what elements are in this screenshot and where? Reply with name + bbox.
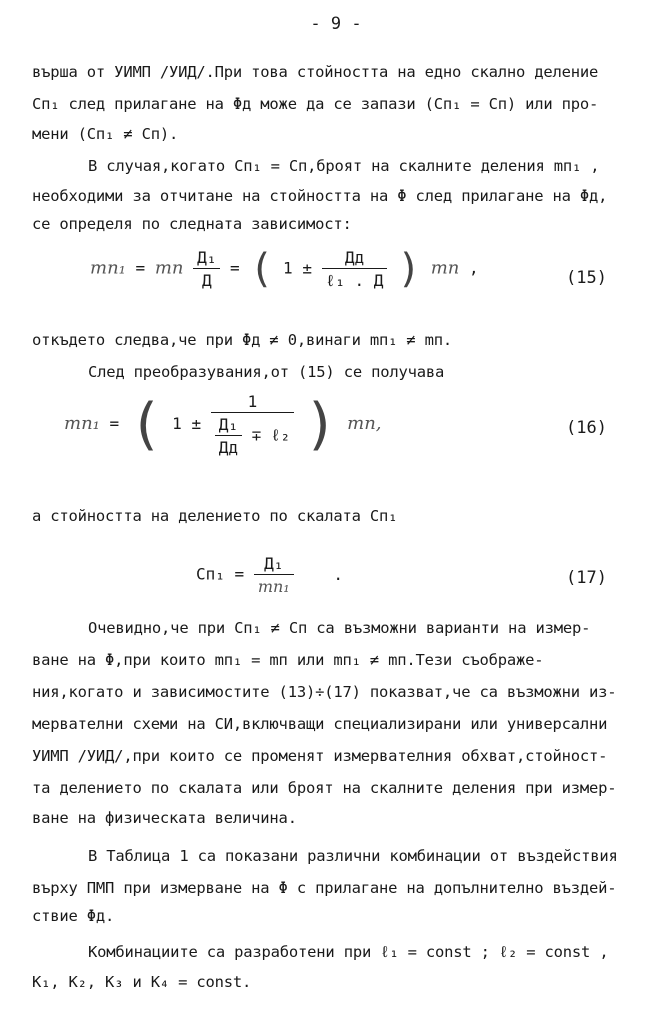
equation-17 — [196, 554, 343, 596]
text-line-18: върху ПМП при измерване на Φ с прилагане на допълнително въздей- — [32, 879, 617, 897]
eq15-fraction-1 — [193, 248, 220, 290]
text-line-15: та делението по скалата или броят на скалните деления при измер- — [32, 779, 617, 797]
eq16-term: mп, — [347, 413, 382, 434]
text-line-21: К₁, К₂, К₃ и К₄ = const. — [32, 973, 252, 991]
page-number: - 9 - — [310, 14, 362, 34]
eq17-numerator: Д₁ — [254, 554, 294, 575]
eq15-equals-1: = — [135, 258, 146, 278]
eq16-inner-fraction — [215, 415, 242, 457]
text-line-8: След преобразувания,от (15) се получава — [88, 363, 445, 381]
text-line-11: ване на Φ,при които mп₁ = mп или mп₁ ≠ mп.Тези съображе- — [32, 651, 544, 669]
text-line-9: а стойността на делението по скалата Сп₁ — [32, 507, 398, 525]
text-line-1: върша от УИМП /УИД/.При това стойността на едно скално деление — [32, 63, 599, 81]
text-line-7: откъдето следва,че при Φд ≠ 0,винаги mп₁ ≠ mп. — [32, 331, 453, 349]
text-line-14: УИМП /УИД/,при които се променят измервателния обхват,стойност- — [32, 747, 608, 765]
text-line-10: Очевидно,че при Сп₁ ≠ Сп са възможни варианти на измер- — [88, 619, 591, 637]
text-line-20: Комбинациите са разработени при ℓ₁ = const ; ℓ₂ = const , — [88, 943, 609, 961]
text-line-12: ния,когато и зависимостите (13)÷(17) показват,че са възможни из- — [32, 683, 617, 701]
eq15-lhs: mп₁ — [90, 257, 126, 279]
eq16-main-denominator — [211, 413, 294, 457]
equation-number-15: (15) — [566, 268, 607, 288]
eq15-term2: mп — [430, 257, 460, 279]
eq17-fraction — [254, 554, 294, 596]
eq15-frac2-numerator: Дд — [322, 248, 388, 269]
eq16-inner-tail: ∓ ℓ₂ — [251, 425, 291, 445]
text-line-4: В случая,когато Сп₁ = Сп,броят на скалните деления mп₁ , — [88, 157, 600, 175]
eq17-denominator: mп₁ — [257, 577, 290, 596]
text-line-16: ване на физическата величина. — [32, 809, 297, 827]
eq15-equals-2: = — [230, 258, 240, 278]
text-line-5: необходими за отчитане на стойността на Φ след прилагане на Φд, — [32, 187, 608, 205]
eq16-main-numerator: 1 — [211, 392, 294, 413]
text-line-13: мервателни схеми на СИ,включващи специализирани или универсални — [32, 715, 608, 733]
equation-number-16: (16) — [566, 418, 607, 438]
eq15-fraction-2 — [322, 248, 388, 291]
eq15-term1: mп — [154, 257, 184, 279]
eq15-comma: , — [469, 258, 479, 278]
eq16-lhs: mп₁ — [64, 413, 100, 434]
eq16-main-fraction — [211, 392, 294, 457]
equation-number-17: (17) — [566, 568, 607, 588]
text-line-6: се определя по следната зависимост: — [32, 215, 352, 233]
eq17-dot: . — [333, 564, 343, 584]
eq15-paren-left: ( — [249, 246, 274, 292]
eq16-inner-numerator: Д₁ — [215, 415, 242, 436]
equation-16 — [64, 392, 382, 457]
text-line-17: В Таблица 1 са показани различни комбинации от въздействия — [88, 847, 618, 865]
eq16-equals: = — [109, 414, 120, 433]
eq16-paren-right: ) — [303, 392, 338, 457]
eq15-paren-right: ) — [397, 246, 422, 292]
text-line-19: ствие Φд. — [32, 907, 115, 925]
eq15-frac2-denominator: ℓ₁ . Д — [325, 270, 384, 290]
eq16-inner-denominator: Дд — [218, 438, 238, 457]
eq17-equals: = — [234, 564, 245, 584]
equation-15 — [90, 246, 479, 292]
eq16-one-pm: 1 ± — [172, 414, 202, 433]
eq15-frac1-numerator: Д₁ — [193, 248, 220, 269]
eq16-paren-left: ( — [128, 392, 163, 457]
text-line-3: мени (Сп₁ ≠ Сп). — [32, 125, 179, 143]
eq15-one-pm: 1 ± — [283, 258, 312, 278]
eq15-frac1-denominator: Д — [201, 271, 212, 290]
eq17-lhs: Сп₁ — [196, 564, 225, 584]
text-line-2: Сп₁ след прилагане на Φд може да се запази (Сп₁ = Сп) или про- — [32, 95, 599, 113]
